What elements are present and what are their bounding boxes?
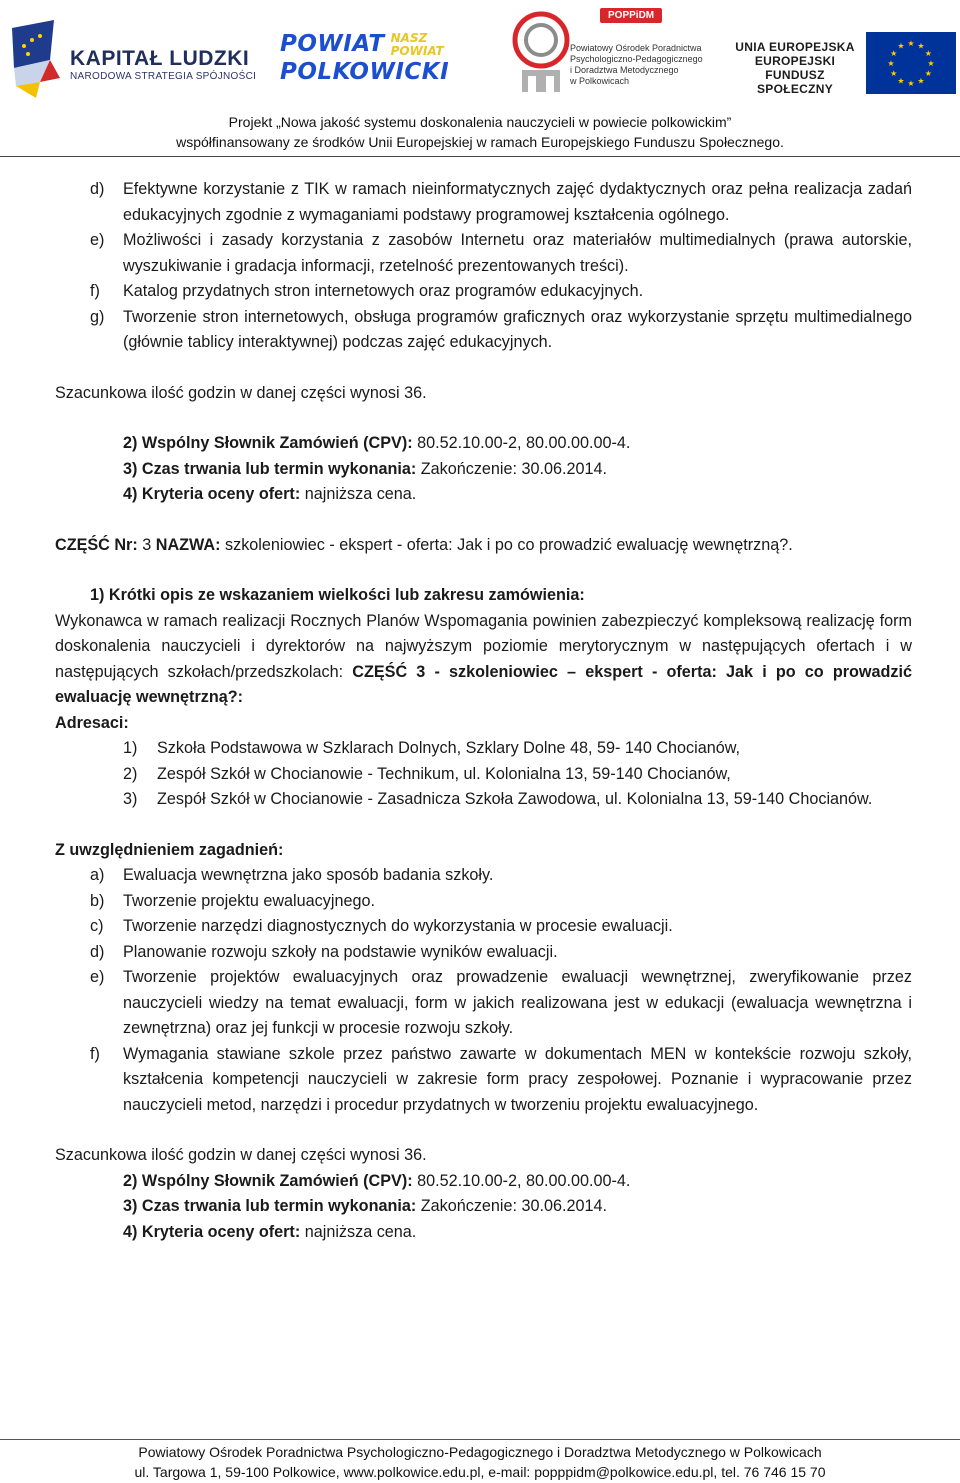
kapital-ludzki-title: KAPITAŁ LUDZKI <box>70 47 250 70</box>
document-body <box>0 177 960 1245</box>
address-text: Zespół Szkół w Chocianowie - Technikum, ul. Kolonialna 13, 59-140 Chocianów, <box>157 764 731 783</box>
topic-text: Wymagania stawiane szkole przez państwo zawarte w dokumentach MEN w kontekście rozwoju szkoły, kształcenia kompetencji nauczycieli w zakresie form pracy zespołowej. Poznanie i wypracowanie przez nauczycieli metod, narzędzi i procedur przydatnych w tworzeniu projektu ewaluacyjnego. <box>123 1044 912 1114</box>
poppidm-desc-line: i Doradztwa Metodycznego <box>570 65 679 75</box>
kapital-ludzki-subtitle: NARODOWA STRATEGIA SPÓJNOŚCI <box>70 71 257 82</box>
part-name-label: NAZWA: <box>155 535 221 554</box>
poppidm-desc-line: Powiatowy Ośrodek Poradnictwa <box>570 43 702 53</box>
term-label: 3) Czas trwania lub termin wykonania: <box>123 1197 417 1215</box>
criteria-value: najniższa cena. <box>304 485 417 503</box>
topic-item <box>90 965 912 1042</box>
list-label: f) <box>90 282 100 300</box>
part-number: 3 <box>142 535 152 554</box>
nasz-word: NASZ <box>390 31 428 45</box>
footer-divider <box>0 1439 960 1440</box>
list-text: Tworzenie stron internetowych, obsługa programów graficznych oraz wykorzystanie sprzętu multimedialnego (głównie tablicy interaktywnej) podczas zajęć edukacyjnych. <box>123 307 912 351</box>
poppidm-desc-line: w Polkowicach <box>570 76 630 86</box>
address-text: Zespół Szkół w Chocianowie - Zasadnicza Szkoła Zawodowa, ul. Kolonialna 13, 59-140 Chocianów. <box>157 790 873 808</box>
footer-line-1: Powiatowy Ośrodek Poradnictwa Psychologiczno-Pedagogicznego i Doradztwa Metodycznego w Polkowicach <box>138 1444 822 1460</box>
eu-star-icon: ★ <box>897 41 905 51</box>
address-item <box>123 762 912 788</box>
criteria-value: najniższa cena. <box>304 1222 417 1241</box>
eu-star-icon: ★ <box>917 41 925 51</box>
cpv-line <box>123 1169 960 1195</box>
poppidm-wordmark <box>570 5 730 87</box>
project-line-2: współfinansowany ze środków Unii Europejskiej w ramach Europejskiego Funduszu Społecznego. <box>176 134 784 150</box>
list-text: Możliwości i zasady korzystania z zasobów Internetu oraz materiałów multimedialnych (prawa autorskie, wyszukiwanie i gradacja informacji, rzetelność prezentowanych treści). <box>123 231 912 275</box>
topics-list <box>0 863 960 1118</box>
part-label: CZĘŚĆ Nr: <box>55 535 138 554</box>
term-value: Zakończenie: 30.06.2014. <box>420 1197 608 1215</box>
term-line <box>123 457 960 483</box>
adresaci-heading: Adresaci: <box>55 713 129 732</box>
kapital-ludzki-wordmark <box>70 48 256 83</box>
cpv-value: 80.52.10.00-2, 80.00.00.00-4. <box>417 434 631 452</box>
topic-text: Planowanie rozwoju szkoły na podstawie wyników ewaluacji. <box>123 942 558 961</box>
topic-text: Tworzenie projektów ewaluacyjnych oraz prowadzenie ewaluacji wewnętrznej, zweryfikowanie przez nauczycieli wiedzy na temat ewaluacji, form w jakich realizowana jest w edukacji (ewaluacja wewnętrzna i zewnętrzna) oraz jej funkcji w procesie rozwoju szkoły. <box>123 968 912 1037</box>
eu-star-icon: ★ <box>924 49 932 58</box>
address-list <box>0 736 960 813</box>
topic-label: b) <box>90 891 105 910</box>
list-item <box>90 228 912 279</box>
list-item <box>90 279 912 305</box>
topic-text: Ewaluacja wewnętrzna jako sposób badania szkoły. <box>123 866 494 884</box>
eu-wordmark <box>730 40 860 96</box>
criteria-label: 4) Kryteria oceny ofert: <box>123 485 301 503</box>
eu-star-icon: ★ <box>887 59 895 68</box>
page-footer <box>0 1442 960 1482</box>
description-paragraph <box>55 609 912 711</box>
cpv-label: 2) Wspólny Słownik Zamówień (CPV): <box>123 434 413 452</box>
part-name-value: szkoleniowiec - ekspert - oferta: Jak i po co prowadzić ewaluację wewnętrzną?. <box>225 535 793 554</box>
topic-item <box>90 863 912 889</box>
topic-label: f) <box>90 1044 100 1063</box>
criteria-line <box>123 482 960 508</box>
hours-estimate: Szacunkowa ilość godzin w danej części wynosi 36. <box>55 1146 427 1164</box>
logo-row <box>0 0 960 106</box>
poppidm-badge: POPPiDM <box>600 8 662 23</box>
topic-text: Tworzenie projektu ewaluacyjnego. <box>123 891 375 910</box>
topic-label: a) <box>90 866 105 884</box>
address-item <box>123 736 912 762</box>
cpv-line <box>123 431 960 457</box>
cpv-value: 80.52.10.00-2, 80.00.00.00-4. <box>417 1171 631 1190</box>
eu-line: UNIA EUROPEJSKA <box>735 40 855 54</box>
page-header <box>0 0 960 160</box>
term-value: Zakończenie: 30.06.2014. <box>420 459 608 478</box>
eu-star-icon: ★ <box>907 79 915 88</box>
project-banner <box>0 112 960 152</box>
kapital-ludzki-logo-icon <box>10 20 68 100</box>
list-text: Efektywne korzystanie z TIK w ramach nieinformatycznych zajęć dydaktycznych oraz pełna realizacja zadań edukacyjnych zgodnie z wymaganiami podstawy programowej kształcenia ogólnego. <box>123 180 912 224</box>
list-text: Katalog przydatnych stron internetowych oraz programów edukacyjnych. <box>123 282 644 300</box>
powiat-word: POWIAT <box>280 31 385 57</box>
criteria-line <box>123 1220 960 1246</box>
description-bold: CZĘŚĆ 3 - szkoleniowiec – ekspert - oferta: Jak i po co prowadzić ewaluację wewnętrzną?: <box>55 662 912 706</box>
tik-topic-list <box>0 177 960 356</box>
eu-flag-icon <box>866 32 956 94</box>
description-heading: 1) Krótki opis ze wskazaniem wielkości lub zakresu zamówienia: <box>90 586 585 604</box>
eu-star-icon: ★ <box>924 69 932 78</box>
topic-item <box>90 889 912 915</box>
eu-star-icon: ★ <box>927 59 935 68</box>
eu-line: EUROPEJSKI <box>754 54 836 68</box>
topic-item <box>90 940 912 966</box>
list-label: d) <box>90 180 105 198</box>
hours-estimate: Szacunkowa ilość godzin w danej części wynosi 36. <box>55 383 427 402</box>
eu-star-icon: ★ <box>917 76 925 86</box>
cpv-label: 2) Wspólny Słownik Zamówień (CPV): <box>123 1171 413 1190</box>
poppidm-description <box>570 43 730 87</box>
header-divider <box>0 156 960 157</box>
topic-label: c) <box>90 917 104 935</box>
powiat-small-word: POWIAT <box>390 44 444 58</box>
eu-star-icon: ★ <box>890 69 898 78</box>
address-label: 1) <box>123 739 138 757</box>
eu-line: FUNDUSZ SPOŁECZNY <box>756 68 834 96</box>
list-label: g) <box>90 307 105 326</box>
topics-heading: Z uwzględnieniem zagadnień: <box>55 840 284 859</box>
term-line <box>123 1194 960 1220</box>
topic-item <box>90 1042 912 1119</box>
part-header <box>55 533 912 559</box>
project-line-1: Projekt „Nowa jakość systemu doskonalenia nauczycieli w powiecie polkowickim” <box>228 114 732 130</box>
topic-label: d) <box>90 942 105 961</box>
list-label: e) <box>90 231 105 249</box>
address-item <box>123 787 912 813</box>
footer-line-2: ul. Targowa 1, 59-100 Polkowice, www.polkowice.edu.pl, e-mail: popppidm@polkowice.edu.pl, tel. 76 746 15 70 <box>134 1464 826 1480</box>
polkowicki-word: POLKOWICKI <box>280 59 450 85</box>
poppidm-desc-line: Psychologiczno-Pedagogicznego <box>570 54 703 64</box>
address-label: 3) <box>123 790 138 808</box>
list-item <box>90 177 912 228</box>
powiat-polkowicki-logo <box>280 30 450 86</box>
eu-star-icon: ★ <box>907 39 915 48</box>
address-text: Szkoła Podstawowa w Szklarach Dolnych, Szklary Dolne 48, 59- 140 Chocianów, <box>157 739 741 757</box>
description-text: Wykonawca w ramach realizacji Rocznych Planów Wspomagania powinien zabezpieczyć kompleksową realizację form doskonalenia nauczycieli i dyrektorów na najwyższym poziomie merytorycznym w następujących ofertach i w następujących szkołach/przedszkolach: <box>55 611 912 681</box>
criteria-label: 4) Kryteria oceny ofert: <box>123 1222 301 1241</box>
topic-text: Tworzenie narzędzi diagnostycznych do wykorzystania w procesie ewaluacji. <box>123 917 673 935</box>
eu-star-icon: ★ <box>890 49 898 58</box>
poppidm-logo-icon <box>510 6 572 96</box>
topic-item <box>90 914 912 940</box>
eu-star-icon: ★ <box>897 76 905 86</box>
topic-label: e) <box>90 968 105 986</box>
term-label: 3) Czas trwania lub termin wykonania: <box>123 459 417 478</box>
list-item <box>90 305 912 356</box>
address-label: 2) <box>123 764 138 783</box>
